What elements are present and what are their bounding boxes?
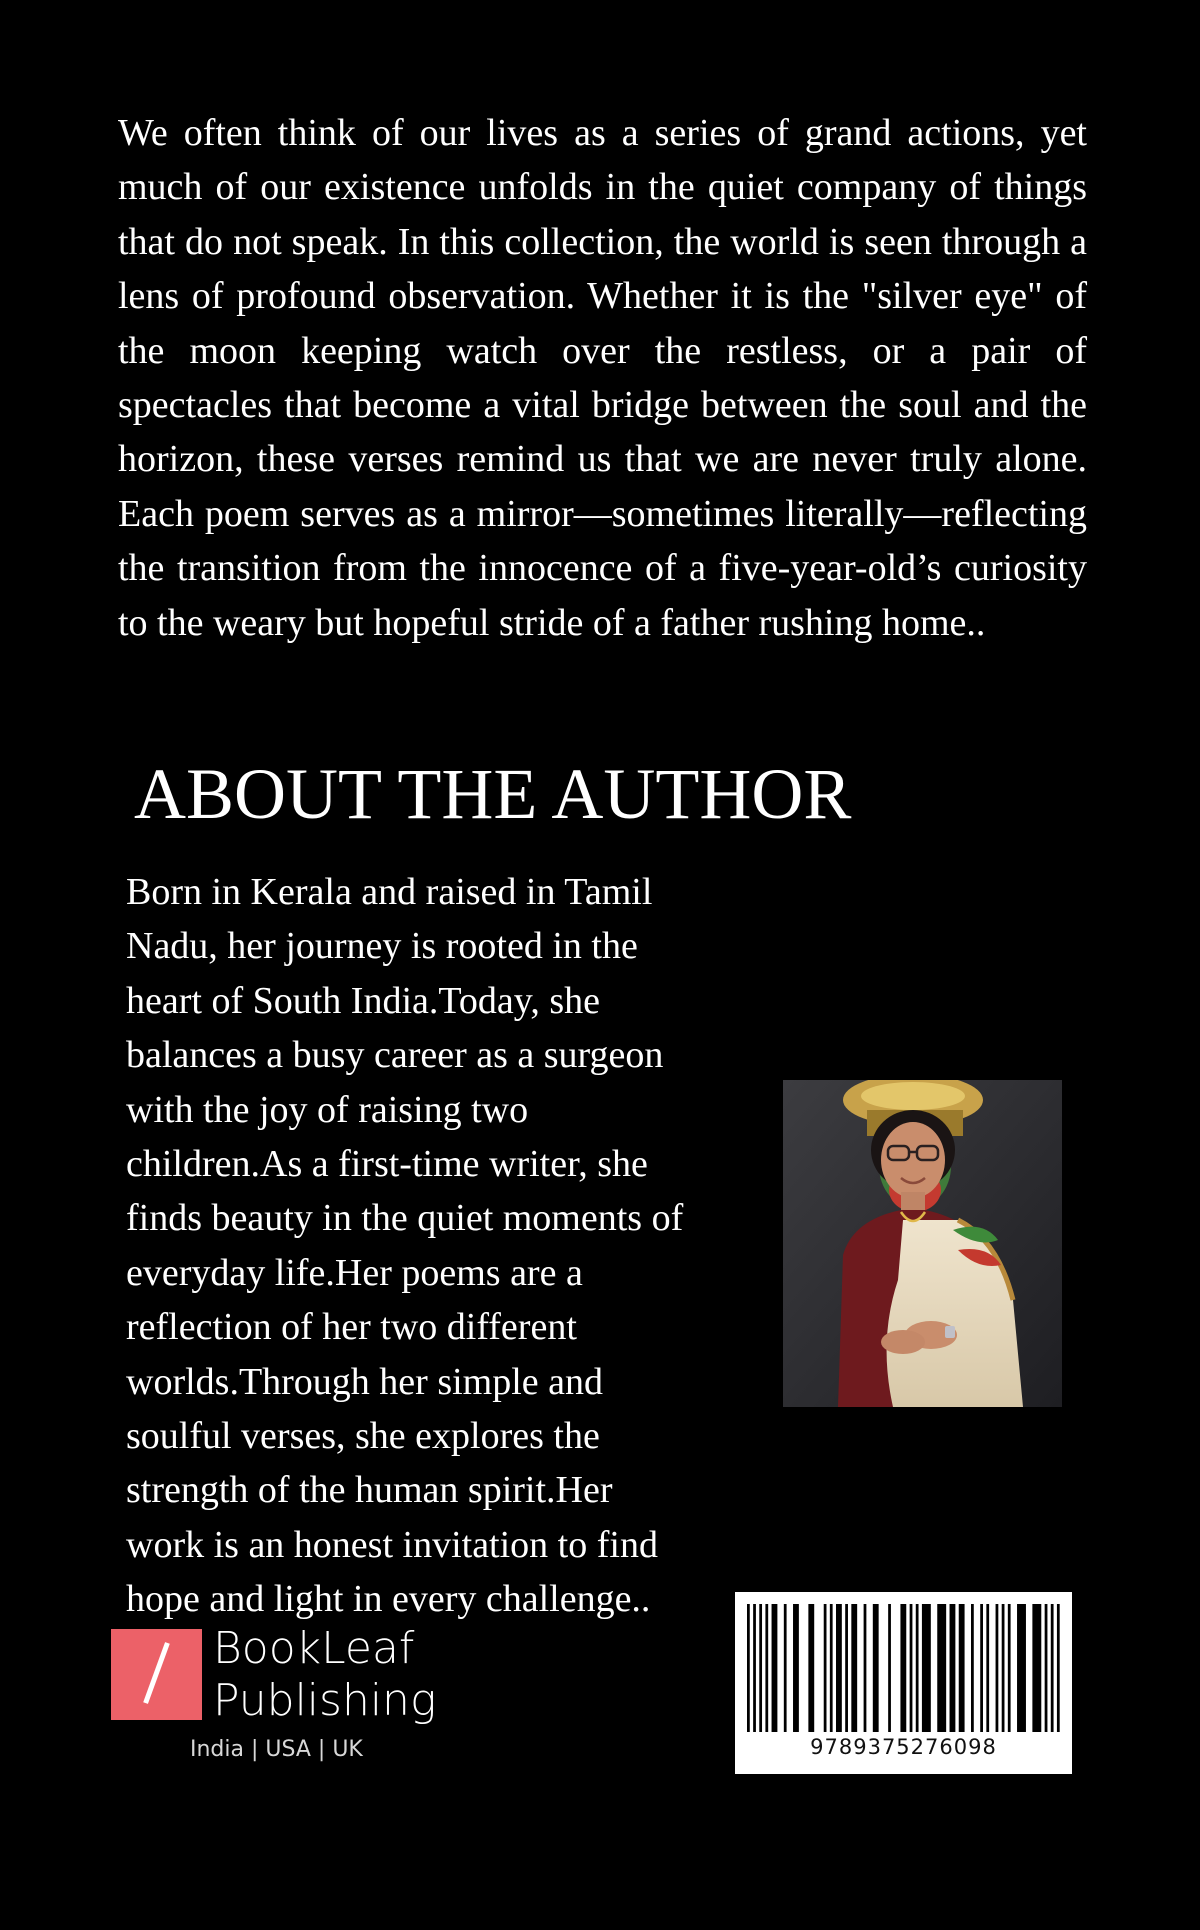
- barcode-bar: [888, 1604, 891, 1732]
- barcode-bar: [793, 1604, 799, 1732]
- publisher-logo-mark: [111, 1629, 202, 1720]
- barcode-bar: [765, 1604, 768, 1732]
- bio-line: everyday life.Her poems are a: [126, 1251, 583, 1294]
- barcode-bar: [836, 1604, 842, 1732]
- publisher-regions: India | USA | UK: [190, 1737, 363, 1762]
- barcode-bar: [851, 1604, 857, 1732]
- bio-line: heart of South India.Today, she: [126, 979, 600, 1022]
- bio-line: hope and light in every challenge..: [126, 1578, 651, 1621]
- barcode-bar: [910, 1604, 913, 1732]
- barcode-bar: [916, 1604, 919, 1732]
- barcode-bar: [808, 1604, 814, 1732]
- bio-line: with the joy of raising two: [126, 1088, 529, 1131]
- barcode-bar: [824, 1604, 827, 1732]
- barcode-bar: [1008, 1604, 1011, 1732]
- bio-line: Nadu, her journey is rooted in the: [126, 925, 638, 968]
- bio-line: Born in Kerala and raised in Tamil: [126, 871, 653, 913]
- barcode-bar: [873, 1604, 879, 1732]
- publisher-name-line1: BookLeaf: [213, 1623, 415, 1674]
- bio-line: strength of the human spirit.Her: [126, 1469, 613, 1512]
- bio-line: worlds.Through her simple and: [126, 1360, 604, 1403]
- barcode-bar: [1057, 1604, 1060, 1732]
- barcode-bar: [980, 1604, 983, 1732]
- barcode-bar: [864, 1604, 867, 1732]
- barcode-bar: [937, 1604, 946, 1732]
- barcode-bar: [1045, 1604, 1048, 1732]
- barcode-bar: [759, 1604, 762, 1732]
- barcode-bar: [747, 1604, 750, 1732]
- bio-line: finds beauty in the quiet moments of: [126, 1197, 684, 1240]
- about-author-heading: ABOUT THE AUTHOR: [134, 754, 852, 834]
- barcode-bar: [996, 1604, 999, 1732]
- barcode-bar: [1051, 1604, 1054, 1732]
- barcode-bar: [845, 1604, 848, 1732]
- barcode-bar: [830, 1604, 833, 1732]
- bio-line: work is an honest invitation to find: [126, 1523, 658, 1566]
- barcode-bar: [1002, 1604, 1005, 1732]
- isbn-number: 9789375276098: [810, 1735, 997, 1759]
- barcode-bar: [922, 1604, 931, 1732]
- barcode-bar: [753, 1604, 756, 1732]
- barcode-bar: [971, 1604, 974, 1732]
- barcode-bars: [747, 1604, 1060, 1732]
- bio-line: soulful verses, she explores the: [126, 1415, 600, 1458]
- back-cover-blurb: We often think of our lives as a series of grand actions, yet much of our existence unfolds in the quiet company of things that do not speak. In this collection, the world is seen through a lens of profound observation. Whether it is the "silver eye" of the moon keeping watch over the restless, or a pair of spectacles that become a vital bridge between the soul and the horizon, these verses remind us that we are never truly alone. Each poem serves as a mirror—sometimes literally—reflecting the transition from the innocence of a five-year-old’s curiosity to the weary but hopeful stride of a father rushing home..: [118, 112, 1087, 644]
- barcode-bar: [959, 1604, 965, 1732]
- bio-line: children.As a first-time writer, she: [126, 1143, 648, 1186]
- barcode-bar: [772, 1604, 778, 1732]
- author-photo: [783, 1080, 1062, 1407]
- author-bio: [126, 865, 756, 1627]
- bio-line: reflection of her two different: [126, 1306, 577, 1349]
- publisher-name-line2: Publishing: [213, 1675, 437, 1726]
- barcode-bar: [1017, 1604, 1026, 1732]
- isbn-barcode: [735, 1592, 1072, 1774]
- barcode-bar: [1032, 1604, 1041, 1732]
- barcode-bar: [950, 1604, 956, 1732]
- bio-line: balances a busy career as a surgeon: [126, 1034, 664, 1077]
- barcode-bar: [900, 1604, 906, 1732]
- slash-icon: [143, 1642, 170, 1704]
- barcode-bar: [986, 1604, 989, 1732]
- barcode-bar: [784, 1604, 787, 1732]
